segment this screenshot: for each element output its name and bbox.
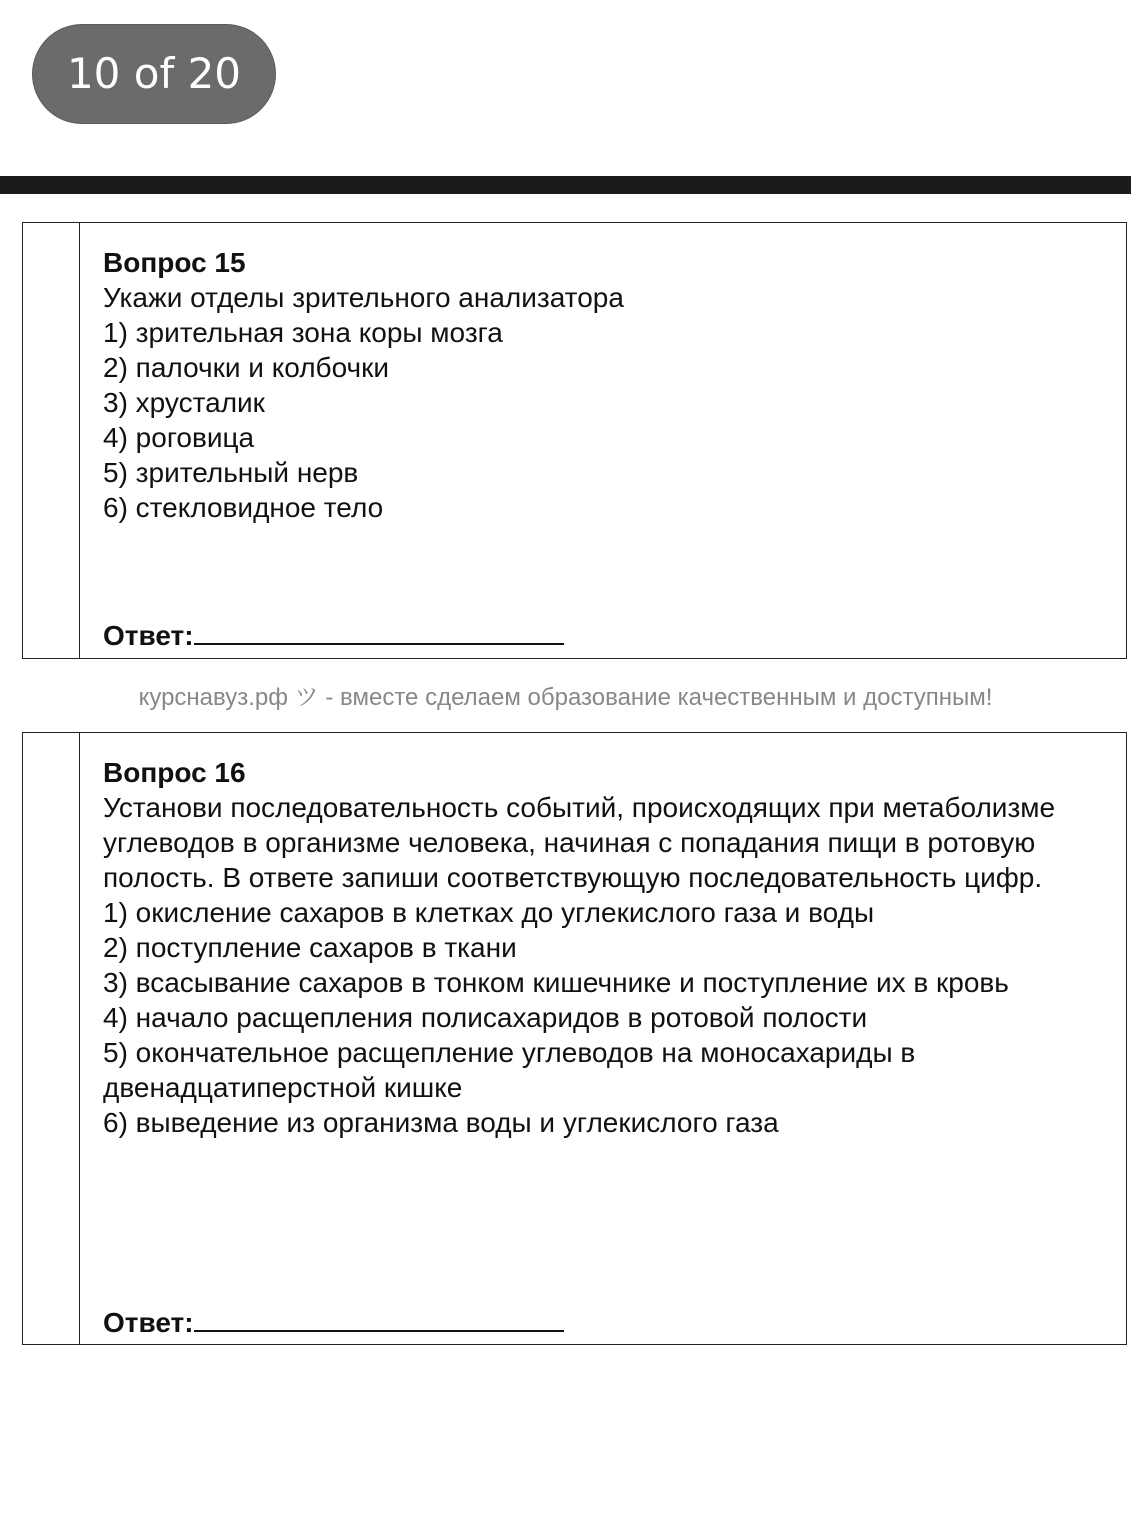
question-prompt: Установи последовательность событий, происходящих при метаболизме углеводов в организме человека, начиная с попадания пищи в ротовую полость. В ответе запиши соответствующую последовательность цифр. xyxy=(103,792,1056,893)
question-prompt: Укажи отделы зрительного анализатора xyxy=(103,282,624,313)
answer-field[interactable] xyxy=(103,1305,564,1340)
answer-blank-line[interactable] xyxy=(194,619,564,645)
answer-option: 5) зрительный нерв xyxy=(103,457,359,488)
question-body xyxy=(103,755,1116,1344)
question-title: Вопрос 15 xyxy=(103,247,246,278)
answer-option: 4) начало расщепления полисахаридов в ротовой полости xyxy=(103,1002,868,1033)
question-body xyxy=(103,245,1116,658)
answer-option: 1) зрительная зона коры мозга xyxy=(103,317,503,348)
answer-option: 2) поступление сахаров в ткани xyxy=(103,932,517,963)
answer-option: 6) стекловидное тело xyxy=(103,492,384,523)
question-card-15 xyxy=(22,222,1127,659)
answer-option: 2) палочки и колбочки xyxy=(103,352,390,383)
card-gutter xyxy=(23,733,80,1344)
header-divider xyxy=(0,176,1131,194)
answer-option: 3) хрусталик xyxy=(103,387,265,418)
answer-option: 1) окисление сахаров в клетках до углекислого газа и воды xyxy=(103,897,875,928)
answer-option: 3) всасывание сахаров в тонком кишечнике и поступление их в кровь xyxy=(103,967,1009,998)
answer-field[interactable] xyxy=(103,618,564,653)
answer-option: 5) окончательное расщепление углеводов на моносахариды в двенадцатиперстной кишке xyxy=(103,1037,916,1103)
answer-blank-line[interactable] xyxy=(194,1306,564,1332)
answer-label: Ответ: xyxy=(103,620,194,651)
page-counter-badge: 10 of 20 xyxy=(33,25,275,123)
site-footer-note: курснавуз.рф ツ - вместе сделаем образование качественным и доступным! xyxy=(138,684,993,711)
question-card-16 xyxy=(22,732,1127,1345)
question-title: Вопрос 16 xyxy=(103,757,246,788)
answer-label: Ответ: xyxy=(103,1307,194,1338)
answer-option: 6) выведение из организма воды и углекислого газа xyxy=(103,1107,779,1138)
answer-option: 4) роговица xyxy=(103,422,255,453)
card-gutter xyxy=(23,223,80,658)
